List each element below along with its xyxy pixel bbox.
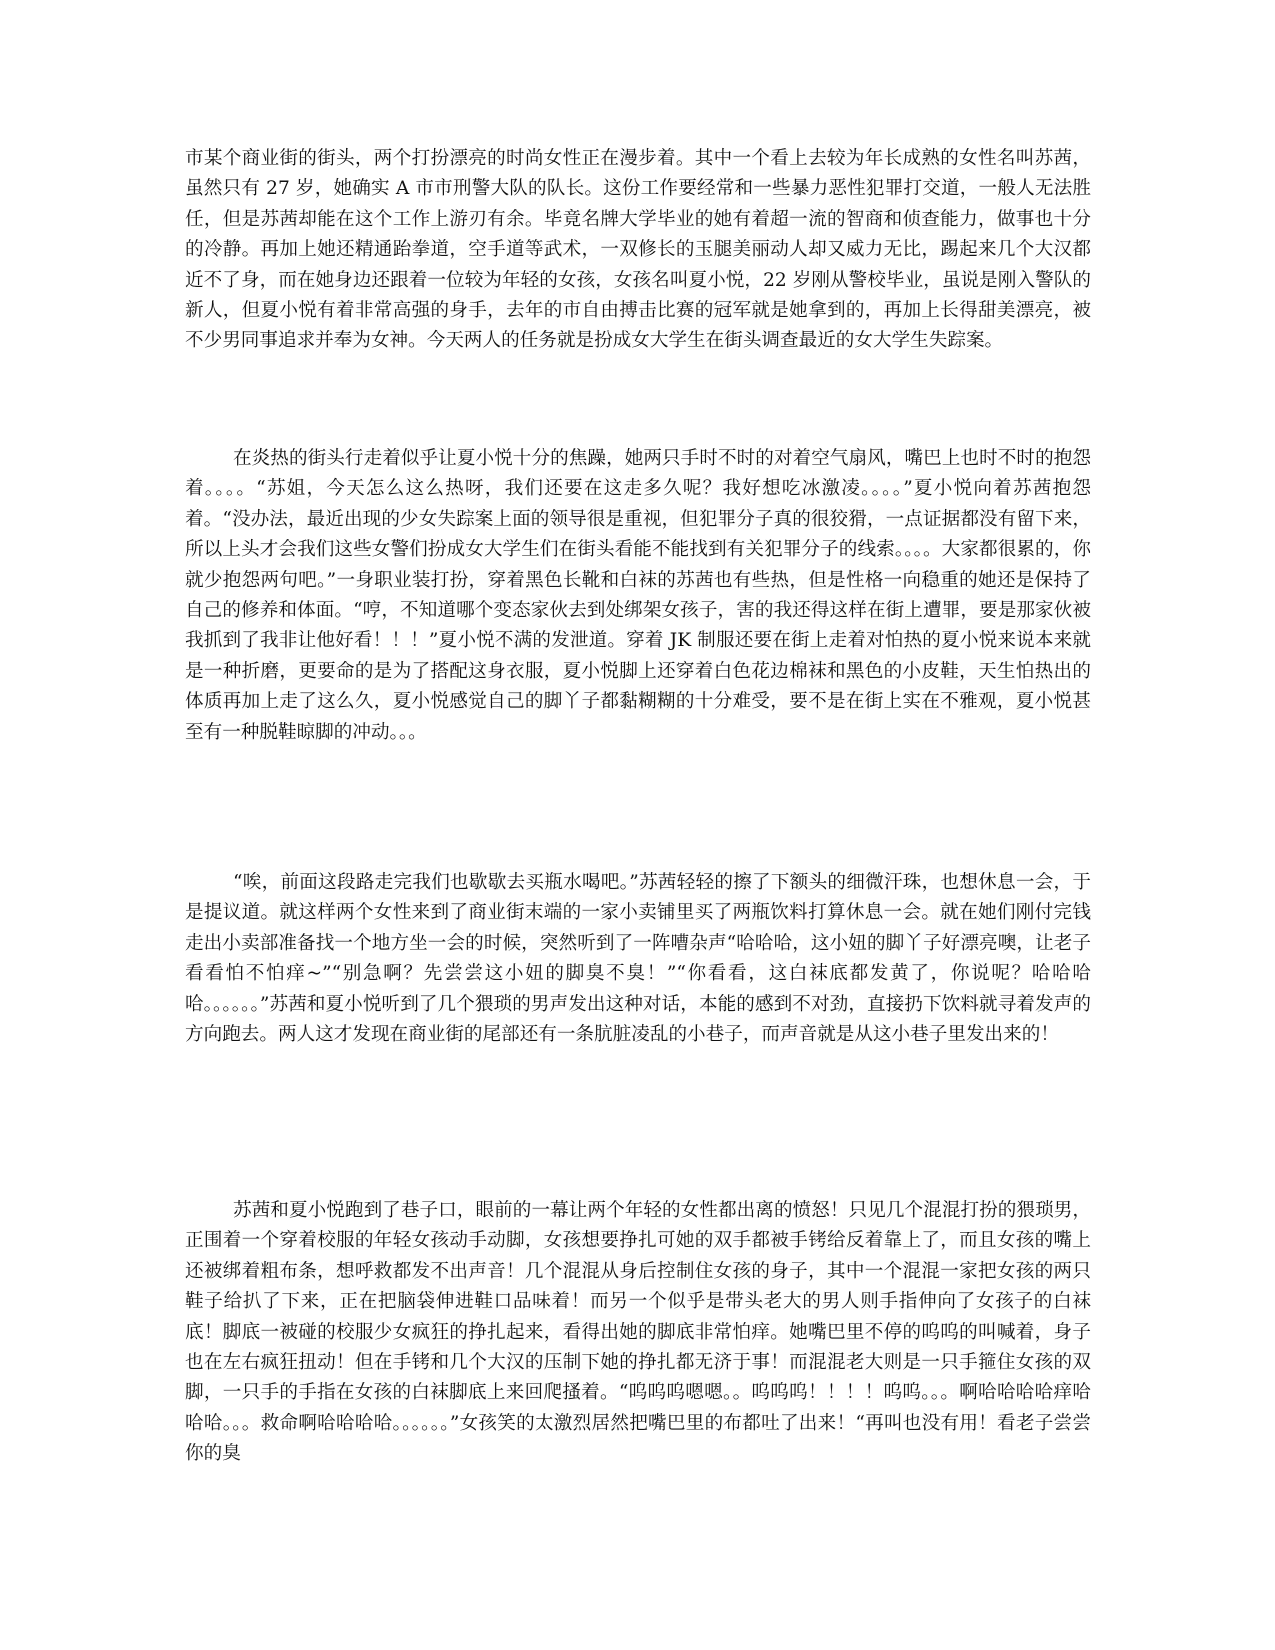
paragraph-1: 市某个商业街的街头，两个打扮漂亮的时尚女性正在漫步着。其中一个看上去较为年长成熟的女性名叫苏茜，虽然只有 27 岁，她确实 A 市市刑警大队的队长。这份工作要经常和一些暴力恶性犯罪打交道，一般人无法胜任，但是苏茜却能在这个工作上游刃有余。毕竟名牌大学毕业的她有着超一流的智商和侦查能力，做事也十分的冷静。再加上她还精通跆拳道，空手道等武术，一双修长的玉腿美丽动人却又威力无比，踢起来几个大汉都近不了身，而在她身边还跟着一位较为年轻的女孩，女孩名叫夏小悦，22 岁刚从警校毕业，虽说是刚入警队的新人，但夏小悦有着非常高强的身手，去年的市自由搏击比赛的冠军就是她拿到的，再加上长得甜美漂亮，被不少男同事追求并奉为女神。今天两人的任务就是扮成女大学生在街头调查最近的女大学生失踪案。	[185, 148, 1091, 352]
paragraph-4: 苏茜和夏小悦跑到了巷子口，眼前的一幕让两个年轻的女性都出离的愤怒！只见几个混混打扮的猥琐男，正围着一个穿着校服的年轻女孩动手动脚，女孩想要挣扎可她的双手都被手铐给反着靠上了，而且女孩的嘴上还被绑着粗布条，想呼救都发不出声音！几个混混从身后控制住女孩的身子，其中一个混混一家把女孩的两只鞋子给扒了下来，正在把脑袋伸进鞋口品味着！而另一个似乎是带头老大的男人则手指伸向了女孩子的白袜底！脚底一被碰的校服少女疯狂的挣扎起来，看得出她的脚底非常怕痒。她嘴巴里不停的呜呜的叫喊着，身子也在左右疯狂扭动！但在手铐和几个大汉的压制下她的挣扎都无济于事！而混混老大则是一只手箍住女孩的双脚，一只手的手指在女孩的白袜脚底上来回爬搔着。“呜呜呜嗯嗯。。呜呜呜！！！！呜呜。。。啊哈哈哈哈痒哈哈哈。。。救命啊哈哈哈哈。。。。。。”女孩笑的太激烈居然把嘴巴里的布都吐了出来！“再叫也没有用！看老子尝尝你的臭	[185, 1200, 1091, 1465]
paragraph-2: 在炎热的街头行走着似乎让夏小悦十分的焦躁，她两只手时不时的对着空气扇风，嘴巴上也时不时的抱怨着。。。。“苏姐，今天怎么这么热呀，我们还要在这走多久呢？我好想吃冰激凌。。。。”夏小悦向着苏茜抱怨着。“没办法，最近出现的少女失踪案上面的领导很是重视，但犯罪分子真的很狡猾，一点证据都没有留下来，所以上头才会我们这些女警们扮成女大学生们在街头看能不能找到有关犯罪分子的线索。。。。大家都很累的，你就少抱怨两句吧。”一身职业装打扮，穿着黑色长靴和白袜的苏茜也有些热，但是性格一向稳重的她还是保持了自己的修养和体面。“哼，不知道哪个变态家伙去到处绑架女孩子，害的我还得这样在街上遭罪，要是那家伙被我抓到了我非让他好看！！！”夏小悦不满的发泄道。穿着 JK 制服还要在街上走着对怕热的夏小悦来说本来就是一种折磨，更要命的是为了搭配这身衣服，夏小悦脚上还穿着白色花边棉袜和黑色的小皮鞋，天生怕热出的体质再加上走了这么久，夏小悦感觉自己的脚丫子都黏糊糊的十分难受，要不是在街上实在不雅观，夏小悦甚至有一种脱鞋晾脚的冲动。。。	[185, 448, 1091, 743]
paragraph-3: “唉，前面这段路走完我们也歇歇去买瓶水喝吧。”苏茜轻轻的擦了下额头的细微汗珠，也想休息一会，于是提议道。就这样两个女性来到了商业街末端的一家小卖铺里买了两瓶饮料打算休息一会。就在她们刚付完钱走出小卖部准备找一个地方坐一会的时候，突然听到了一阵嘈杂声“哈哈哈，这小妞的脚丫子好漂亮噢，让老子看看怕不怕痒~”“别急啊？先尝尝这小妞的脚臭不臭！”“你看看，这白袜底都发黄了，你说呢？哈哈哈哈。。。。。。”苏茜和夏小悦听到了几个猥琐的男声发出这种对话，本能的感到不对劲，直接扔下饮料就寻着发声的方向跑去。两人这才发现在商业街的尾部还有一条肮脏凌乱的小巷子，而声音就是从这小巷子里发出来的！	[185, 872, 1091, 1046]
